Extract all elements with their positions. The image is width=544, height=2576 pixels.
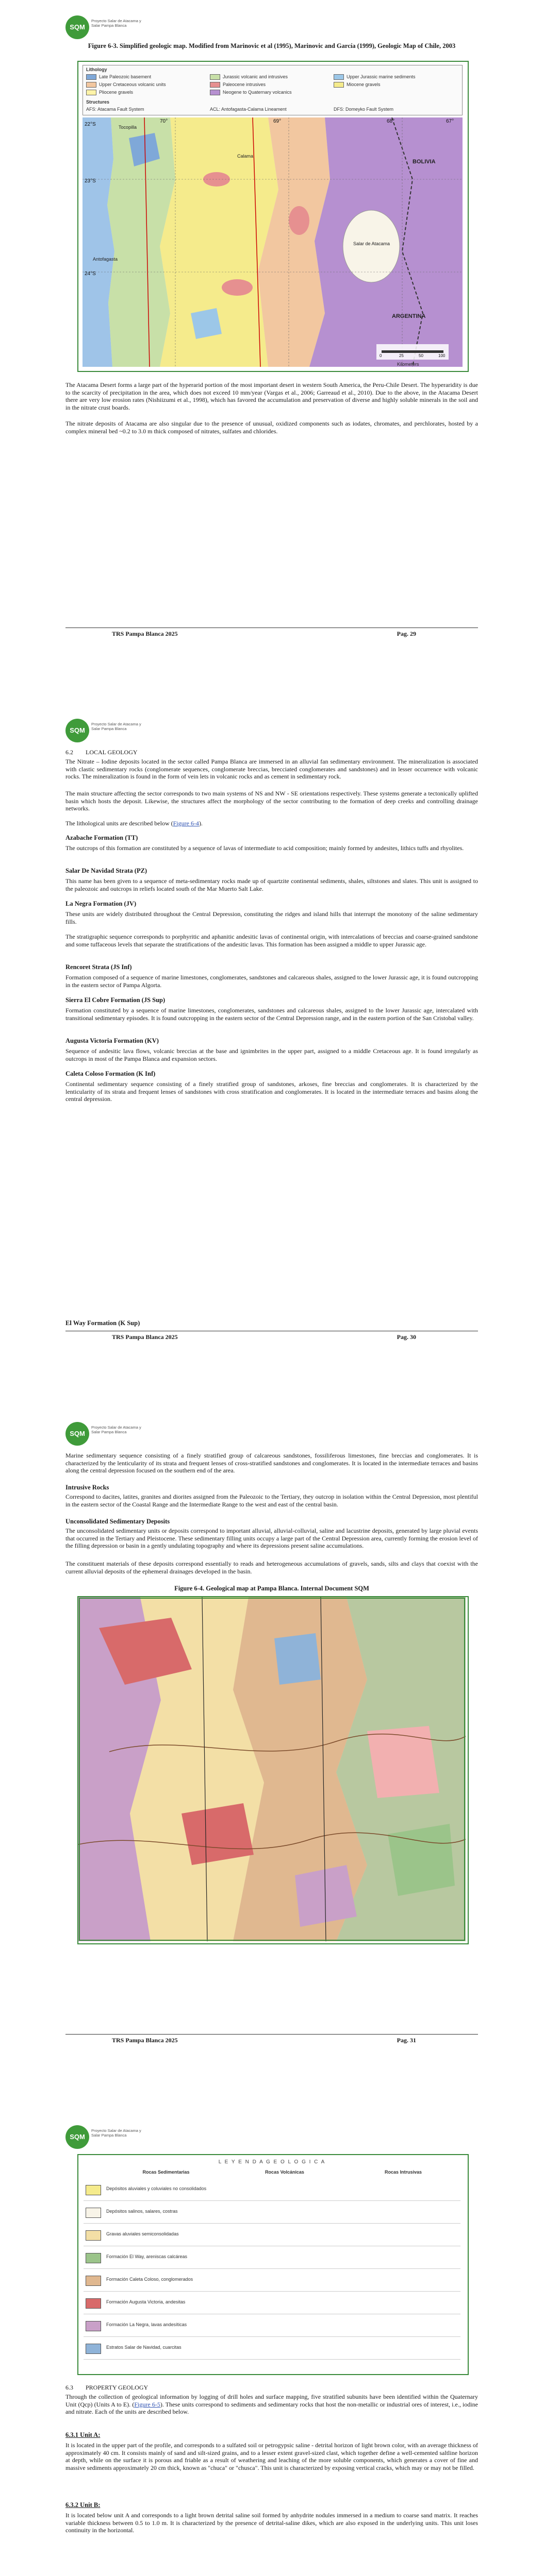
map-scale-tick: 0 [380,353,382,358]
intrusive-rocks-text: Correspond to dacites, latites, granites and diorites assigned from the Paleozoic to the Tertiary, they outcrop in isolation within the Central Depression, most plentiful in the eastern sector of the Coastal Range and the Intermediate Range to the west and east of the central basin. [65,1493,478,1508]
sqm-logo-subtitle: Proyecto Salar de Atacama y Salar Pampa Blanca [91,19,141,28]
legend-unit-swatch [334,82,344,88]
figure-6-3-box [77,61,469,372]
legend-structures [86,107,457,113]
page30-para-1: The Nitrate – Iodine deposits located in the sector called Pampa Blanca are immersed in an alluvial fan sedimentary environment. The mineralization is associated with clastic sedimentary rocks (conglomerate sequences, conglomerate breccias, brecciated conglomerates and sandstones) and in lesser occurrence with volcanic rocks. The mineralization is found in the form of vein lets in volcanic rocks and as cement in sedimentary rock. [65,758,478,780]
map-place-label: BOLIVIA [413,159,436,165]
legend-structure-item: AFS: Atacama Fault System [86,107,144,112]
legend-unit-swatch [210,90,220,95]
legend-table-label: Formación Augusta Victoria, andesitas [106,2299,186,2304]
map-place-label: Kilometers [397,362,419,367]
sqm-logo-subtitle: Proyecto Salar de Atacama y Salar Pampa Blanca [91,1425,141,1434]
map-place-label: ARGENTINA [392,313,426,319]
page29-footer [65,628,478,638]
sqm-logo-mark: SQM [65,15,89,39]
sqm-logo [65,15,141,39]
map-place-label: Calama [237,154,254,159]
page30-footer [65,1331,478,1341]
legend-unit-label: Paleocene intrusives [223,82,266,87]
page30-para-2: The main structure affecting the sector corresponds to two main systems of NS and NW - SE orientations respectively. These systems generate a tectonically uplifted basin which hosts the deposit. Likewise, the structures affect the morphology of the sector contributing to the formation of deep creeks and controlling drainage networks. [65,790,478,812]
lithology-unit-text: Continental sedimentary sequence consisting of a finely stratified group of sandstones, arkoses, fine breccias and conglomerates. It is characterized by the lenticularity of its strata and frequent lenses of sandstones with cross stratification and conglomerates. It is located in the intermediate terraces and basins along the central depression. [65,1080,478,1103]
map-longitude-label: 69° [273,118,282,124]
lithology-unit-text: Formation constituted by a sequence of marine limestones, conglomerates, sandstones and calcareous shales, assigned to the lower Jurassic age, intercalated with transitional sedimentary episodes. It is found outcropping in the eastern sector of the Central Depression range, and in the eastern portion of the San Cristobal valley. [65,1007,478,1022]
map-longitude-label: 67° [446,118,454,124]
lithology-unit-title: Sierra El Cobre Formation (JS Sup) [65,996,166,1004]
legend-table-swatch [86,2208,101,2218]
property-geology-intro: Through the collection of geological information by logging of drill holes and surface mapping, five stratified subunits have been identified within the Quaternary Unit (Qcp) (Units A to E). ( [65,2393,478,2408]
lithology-unit-title: Caleta Coloso Formation (K Inf) [65,1070,156,1077]
figure-6-3-caption: Figure 6-3. Simplified geologic map. Modified from Marinovic et al (1995), Marinovic and García (1999), Geologic Map of Chile, 2003 [88,42,456,49]
map-scale-tick: 100 [438,353,446,358]
sqm-logo-subtitle: Proyecto Salar de Atacama y Salar Pampa Blanca [91,722,141,731]
figure-6-4-caption: Figure 6-4. Geological map at Pampa Blanca. Internal Document SQM [174,1585,369,1592]
legend-unit-item [86,90,207,97]
legend-table-label: Gravas aluviales semiconsolidadas [106,2231,179,2236]
legend-table-label: Estratos Salar de Navidad, cuarcitas [106,2345,182,2350]
legend-table-swatch [86,2321,101,2331]
legend-table-row [84,2316,460,2337]
map-latitude-label: 23°S [85,178,96,184]
legend-table-swatch [86,2185,101,2195]
el-way-heading: El Way Formation (K Sup) [65,1319,140,1327]
legend-unit-label: Pliocene gravels [99,90,134,95]
page29-para-2: The nitrate deposits of Atacama are also singular due to the presence of unusual, oxidized components such as iodates, chromates, and perchlorates, hosted by a complex mineral bed ~0.2 to 3.0 m thick composed of nitrates, sulfates and chlorides. [65,420,478,435]
footer-title: TRS Pampa Blanca 2025 [112,1333,178,1341]
legend-unit-label: Late Paleozoic basement [99,74,152,79]
legend-table-swatch [86,2298,101,2309]
legend-unit-swatch [210,82,220,88]
legend-table-row [84,2293,460,2314]
page29-para-1: The Atacama Desert forms a large part of the hyperarid portion of the most important desert in western South America, the Peru-Chile Desert. The hyperaridity is due to the scarcity of precipitation in the area, which does not exceed 10 mm/year (Vargas et al., 2006; Garreaud et al., 2010). Due to the above, in the Atacama Desert there are very low erosion rates (Nishiizumi et al., 1998), which has favored the accumulation and preservation of diverse and highly soluble minerals in the soil and in the nitrate crust boards. [65,381,478,411]
lithology-units [0,830,544,1252]
legend-unit-item [210,82,331,89]
map-scale-tick: 50 [419,353,423,358]
figure-6-5-link[interactable]: Figure 6-5 [134,2400,160,2408]
map-latitude-label: 24°S [85,271,96,277]
lithology-unit-text: The outcrops of this formation are constituted by a sequence of lavas of intermediate to acid composition; mainly formed by andesites, lithics tuffs and rhyolites. [65,844,464,852]
lithology-unit-text: These units are widely distributed throughout the Central Depression, constituting the ridges and island hills that interrupt the monotony of the saline sedimentary fills. [65,910,478,925]
legend-unit-swatch [334,74,344,80]
legend-unit-label: Neogene to Quaternary volcanics [223,90,292,95]
legend-unit-item [210,74,331,81]
legend-unit-label: Miocene gravels [347,82,381,87]
lithology-unit-text: Sequence of andesitic lava flows, volcanic breccias at the base and ignimbrites in the upper part, assigned to a middle Cretaceous age. It is found irregularly as outcrops in most of the Pampa Blanca and expansion sectors. [65,1047,478,1062]
figure-6-4-box [77,1596,469,1944]
sqm-logo [65,1422,141,1446]
legend-table-column-header: Rocas Volcánicas [265,2170,304,2175]
legend-table-label: Depósitos salinos, salares, costras [106,2209,178,2214]
page32-para-1 [65,2393,478,2416]
legend-unit-label: Upper Jurassic marine sediments [347,74,416,79]
unit-a-heading: 6.3.1 Unit A: [65,2431,101,2438]
legend-table-row [84,2338,460,2360]
legend-table-column-header: Rocas Sedimentarias [142,2170,190,2175]
legend-unit-label: Jurassic volcanic and intrusives [223,74,288,79]
map-longitude-label: 70° [160,118,168,124]
constituent-text: The constituent materials of these deposits correspond essentially to reads and heterogeneous accumulations of gravels, sands, silts and clays that coexist with the current alluvial deposits of the ephemeral drainages developed in the basin. [65,1560,478,1575]
map-latitude-label: 22°S [85,122,96,127]
legend-table-label: Formación El Way, areniscas calcáreas [106,2254,188,2259]
pampa-blanca-geological-map [78,1597,466,1941]
legend-table-label: Formación La Negra, lavas andesíticas [106,2322,187,2327]
lithology-unit-title: Salar De Navidad Strata (PZ) [65,867,147,874]
unconsolidated-heading: Unconsolidated Sedimentary Deposits [65,1518,170,1525]
unit-a-text: It is located in the upper part of the profile, and corresponds to a sulfated soil or petrogypsic saline - detrital horizon of light brown color, with an average thickness of approximately 40 cm. It consists mainly of sand and silt-sized grains, and to a lesser extent gravel-sized clast, which together define a well-cemented saltline horizon at depth, while on the surface it is porous and friable as a result of weathering and leaching of the more soluble components, which generates a cover of fine and massive sediments approximately 20 cm thick, known as "chuca" or "chusca". This unit is characterized by exposing vertical cracks, which may or may not be filled. [65,2442,478,2471]
legend-table-row [84,2248,460,2269]
legend-unit-label: Upper Cretaceous volcanic units [99,82,166,87]
footer-title: TRS Pampa Blanca 2025 [112,2037,178,2044]
lithology-unit-text: The stratigraphic sequence corresponds to porphyritic and aphanitic andesitic lavas of continental origin, with intercalations of breccias and coarse-grained sandstone and some tuffaceous levels that separate the stratifications of the andesitic lavas. This formation has been assigned a middle to upper Jurassic age. [65,933,478,948]
legend-structure-item: ACL: Antofagasta-Calama Lineament [210,107,287,112]
page-31 [0,1406,544,2110]
legend-table-row [84,2225,460,2246]
legend-unit-item [334,74,455,81]
legend-table-row [84,2270,460,2292]
legend-lithology-title: Lithology [86,67,107,72]
legend-table-row [84,2180,460,2201]
page-number: Pag. 29 [397,630,416,637]
lithology-unit-text: Formation composed of a sequence of marine limestones, conglomerates, sandstones and calcareous shales, assigned to the lower Jurassic age, it is found outcropping in the eastern sector of Pampa Algorta. [65,974,478,989]
sqm-logo-mark: SQM [65,719,89,742]
unconsolidated-text: The unconsolidated sedimentary units or deposits correspond to important alluvial, alluvial-colluvial, saline and lacustrine deposits, generated by large pluvial events that occurred in the Tertiary and Pleistocene. These sedimentary filling units occupy a large part of the Central Depression area, currently forming the erosion level of the filling depression or basin in a gently undulating topography and where its depressions present saline accumulations. [65,1527,478,1549]
map-labels [83,117,463,367]
legend-table-label: Depósitos aluviales y coluviales no consolidados [106,2186,207,2191]
sqm-logo-subtitle: Proyecto Salar de Atacama y Salar Pampa Blanca [91,2128,141,2138]
map-scale-tick: 25 [399,353,404,358]
legend-table-swatch [86,2344,101,2354]
intrusive-rocks-heading: Intrusive Rocks [65,1484,109,1491]
lithology-intro-end: ). [199,820,203,827]
legend-table-label: Formación Caleta Coloso, conglomerados [106,2277,193,2282]
sqm-logo-mark: SQM [65,1422,89,1446]
sqm-logo [65,2125,141,2149]
page-32 [0,2110,544,2576]
lithology-unit-title: La Negra Formation (JV) [65,900,137,907]
legend-unit-item [86,74,207,81]
map-place-label: Tocopilla [119,125,137,130]
page-number: Pag. 30 [397,1333,416,1341]
lithology-unit-title: Augusta Victoria Formation (KV) [65,1037,159,1044]
page30-para-3 [65,820,478,827]
page-30 [0,703,544,1406]
map-legend [83,65,463,115]
section-6-3-title: 6.3 PROPERTY GEOLOGY [65,2384,149,2391]
legend-table-column-header: Rocas Intrusivas [384,2170,422,2175]
section-6-2-title: 6.2 LOCAL GEOLOGY [65,749,138,756]
lithology-intro: The lithological units are described below ( [65,820,173,827]
legend-table-rows [84,2180,460,2370]
page31-para-1: Marine sedimentary sequence consisting of a finely stratified group of calcareous sandstones, fossiliferous limestones, fine breccias and conglomerates. It is characterized by the lenticularity of its strata and frequent lenses of cross-stratified sandstones and conglomerates. It is located in the intermediate terraces and basins along the central depression focused on the southern end of the area. [65,1452,478,1474]
legend-table-columns [109,2170,460,2177]
lithology-unit-title: Rencoret Strata (JS Inf) [65,963,132,971]
figure-6-4-link[interactable]: Figure 6-4 [173,820,199,827]
property-geology-intro-end: ). These units correspond to sediments and sedimentary rocks that host the non-metallic or industrial ores of interest, i.e., iodine and nitrate. Each of the units are described below. [65,2400,478,2415]
legend-unit-swatch [86,90,96,95]
legend-structure-item: DFS: Domeyko Fault System [334,107,394,112]
legend-units [86,74,457,98]
geological-legend-box [77,2154,469,2375]
legend-table-swatch [86,2253,101,2263]
page-number: Pag. 31 [397,2037,416,2044]
legend-table-swatch [86,2276,101,2286]
footer-title: TRS Pampa Blanca 2025 [112,630,178,637]
legend-unit-item [86,82,207,89]
legend-table-swatch [86,2230,101,2241]
legend-structures-title: Structures [86,99,110,105]
legend-unit-item [334,82,455,89]
map-place-label: Antofagasta [93,257,118,262]
legend-table-row [84,2202,460,2224]
legend-unit-swatch [86,82,96,88]
legend-unit-swatch [210,74,220,80]
legend-table-title: L E Y E N D A G E O L O G I C A [218,2159,326,2165]
page31-footer [65,2034,478,2044]
map-longitude-label: 68° [387,118,395,124]
page-29 [0,0,544,703]
unit-b-heading: 6.3.2 Unit B: [65,2501,101,2509]
legend-unit-swatch [86,74,96,80]
map-place-label: Salar de Atacama [353,241,390,246]
legend-unit-item [210,90,331,97]
lithology-unit-title: Azabache Formation (TT) [65,834,138,841]
sqm-logo [65,719,141,742]
lithology-unit-text: This name has been given to a sequence of meta-sedimentary rocks made up of quartzite continental sediments, shales, siltstones and slates. This unit is assigned to the paleozoic and outcrops in reliefs located south of the Mar Muerto Salt Lake. [65,877,478,892]
unit-b-text: It is located below unit A and corresponds to a light brown detrital saline soil formed by anhydrite nodules immersed in a medium to coarse sand matrix. It reaches variable thickness between 0.5 to 1.0 m. It is characterized by the presence of detrital-saline dikes, which are also exposed in the underlying units. This unit loses continuity in the horizontal. [65,2512,478,2534]
sqm-logo-mark: SQM [65,2125,89,2149]
